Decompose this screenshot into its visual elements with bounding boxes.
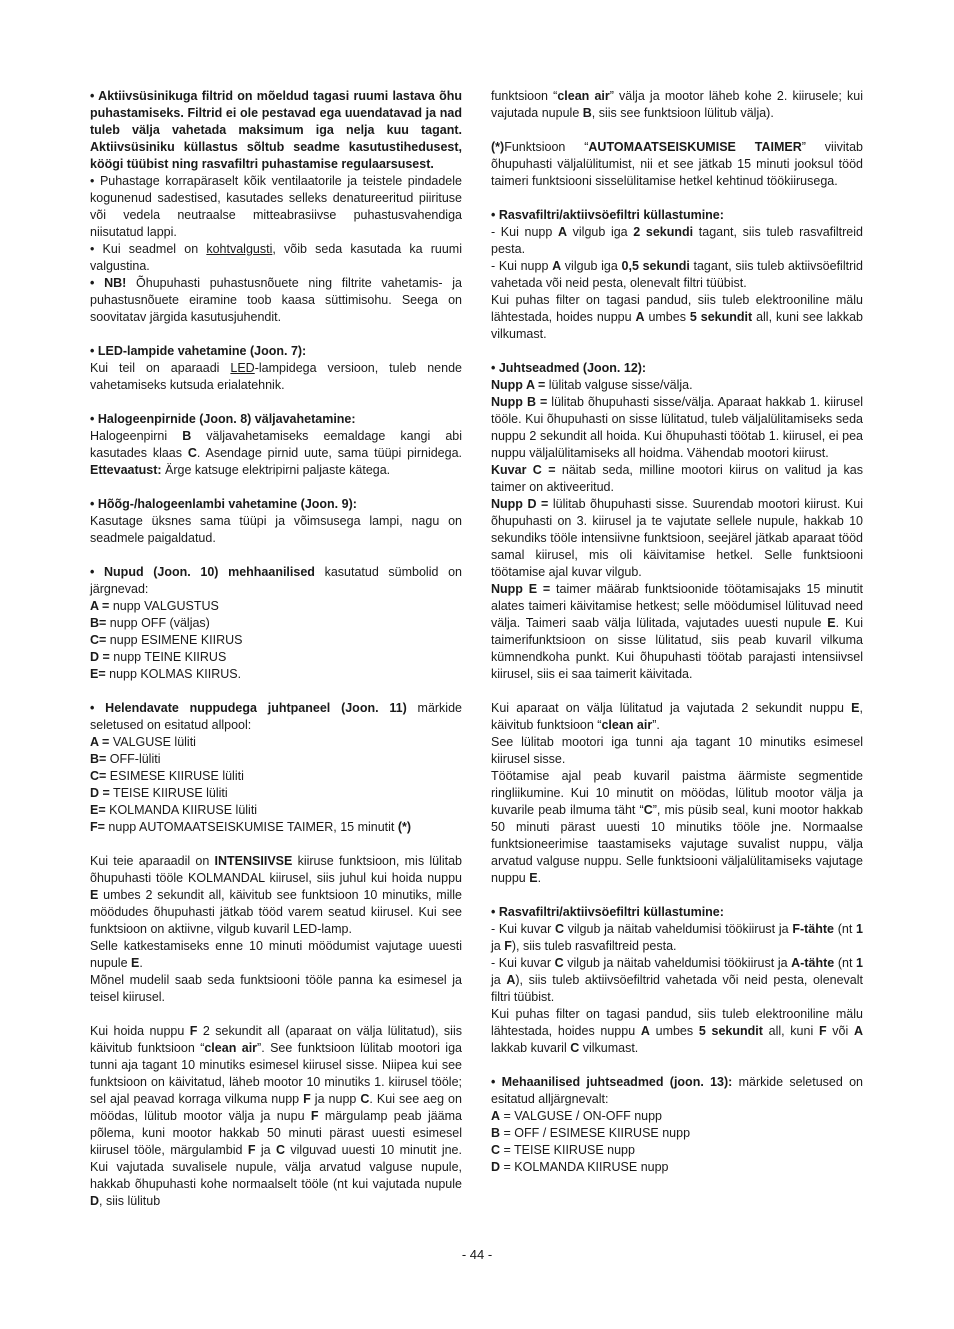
text-run: ” välja ja mootor läheb kohe 2. kiirusele; kui vajutada nupule [491,89,863,120]
text-run: D = [90,650,110,664]
text-run: F= [90,820,105,834]
text-run: ”. [652,718,660,732]
text-run: Ettevaatust: [90,463,162,477]
paragraph [90,275,462,326]
text-run: - Kui nupp [491,225,558,239]
text-run: märgulamp peab jääma põlema, kuni mootor hakkab 50 minuti pärast uuesti esimesel kiirusel tööle, märgulambid [90,1109,462,1157]
text-run: Mõnel mudelil saab seda funktsiooni tööle panna ka esimesel ja teisel kiirusel. [90,973,462,1004]
text-run: tagant, siis tuleb aktiivsöefiltrid vahetada või neid pesta, olenevalt filtri tüübist. [491,259,863,290]
paragraph [90,598,462,615]
text-run: - Kui nupp [491,259,553,273]
text-run: vilgub iga [561,259,622,273]
text-run: lülitab õhupuhasti sisse. Suurendab mootori kiirust. Kui õhupuhasti on 3. kiirusel ja te vajutate sellele nupule, hakkab 10 sekundiks tööle intensiivne funktsioon, seejärel jätkab aparaat tööd samal kiirusel, mis oli käivitamise hetkel. Selle funktsiooni töötamise ajal kuvar vilgub. [491,497,863,579]
text-run: A [640,1024,650,1038]
text-run: A = [90,599,110,613]
paragraph-gap [491,887,863,904]
paragraph [90,819,462,836]
text-run: F-tähte [792,922,834,936]
paragraph [491,1006,863,1057]
paragraph [491,224,863,258]
text-run: C [554,956,564,970]
text-run: F [303,1092,311,1106]
paragraph [90,241,462,275]
text-run: lülitab valguse sisse/välja. [545,378,693,392]
text-run: . Asendage pirnid uute, sama tüüpi pirnidega. [196,446,462,460]
text-run: ja nupp [310,1092,361,1106]
paragraph [90,615,462,632]
text-run: vilgub ja näitab vaheldumisi töökiirust ja [563,956,792,970]
paragraph-gap [491,343,863,360]
text-run: ), siis tuleb aktiivsöefiltrid vahetada või neid pesta, olenevalt filtri tüübist. [491,973,863,1004]
text-run: (nt [833,922,857,936]
text-run: ”, mis püsib seal, kuni mootor hakkab 50 minuti pärast uuesti 10 minutiks tööle jne. Normaalse funktsioneerimise taastamiseks vajutage suvalist nuppu, välja arvatud valguse nuppu. Selle funktsiooni väljalülitamiseks vajutage nuppu [491,803,863,885]
text-run: C [554,922,565,936]
text-run: • Kui seadmel on [90,242,207,256]
text-run: tagant, siis tuleb rasvafiltreid pesta. [491,225,863,256]
text-run: • Nupud (Joon. 10) mehhaanilised [90,565,315,579]
text-run: = TEISE KIIRUSE nupp [500,1143,635,1157]
text-run: B= [90,616,107,630]
text-run: Kui teil on aparaadi [90,361,231,375]
text-run: C= [90,633,107,647]
text-run: . Kui taimerifunktsioon on sisse lülitatud, siis peab kuvaril vilkuma kümnendkoha punkt. Kui õhupuhasti töötab parajasti intensiivsel kiirusel, siis ei saa taimerit käivitada. [491,616,864,681]
text-run: C [275,1143,286,1157]
paragraph-gap [491,683,863,700]
text-run: nupp TEINE KIIRUS [109,650,227,664]
paragraph [491,1108,863,1125]
paragraph-gap [90,1006,462,1023]
text-run: C [187,446,197,460]
text-run: F [189,1024,198,1038]
text-run: clean air [204,1041,258,1055]
paragraph [491,207,863,224]
text-run: märkide seletused on esitatud allpool: [90,701,462,732]
paragraph [491,734,863,768]
paragraph-gap [491,1057,863,1074]
paragraph [90,1023,462,1210]
text-run: • Juhtseadmed (Joon. 12): [491,361,647,375]
text-run: A [853,1024,863,1038]
text-run: F [504,939,512,953]
left-column [90,88,462,1210]
text-run: INTENSIIVSE [214,854,293,868]
text-run: Nupp A = [491,378,546,392]
text-run: , võib seda kasutada ka ruumi valgustina. [90,242,462,273]
paragraph-gap [90,479,462,496]
text-run: , käivitub funktsioon “ [491,701,863,732]
paragraph [491,88,863,122]
text-run: Kui hoida nuppu [90,1024,190,1038]
paragraph [90,496,462,513]
paragraph [491,360,863,377]
text-run: • Rasvafiltri/aktiivsöefiltri küllastumine: [491,905,724,919]
text-run: 1 [856,956,863,970]
text-run: 5 sekundit [689,310,753,324]
text-run: umbes 2 sekundit all, käivitub see funktsioon 10 minutiks, mille möödudes õhupuhasti jätkab tööd varem seatud kiirusel. Kui see funktsioon on aktiivne, vilgub kuvaril LED-lamp. [90,888,462,936]
text-run: . [139,956,143,970]
text-run: kiiruse funktsioon, mis lülitab õhupuhasti tööle KOLMANDAL kiirusel, siis juhul kui hoida nuppu [90,854,462,885]
text-run: = VALGUSE / ON-OFF nupp [500,1109,663,1123]
text-run: näitab seda, milline mootori kiirus on valitud ja kas taimer on aktiveeritud. [491,463,863,494]
text-run: E [90,888,99,902]
paragraph [90,564,462,598]
text-run: Kui teie aparaadil on [90,854,215,868]
text-run: C [491,1143,501,1157]
paragraph [90,428,462,479]
text-run: AUTOMAATSEISKUMISE TAIMER [588,140,802,154]
paragraph [90,173,462,241]
text-run: E= [90,803,106,817]
paragraph [491,292,863,343]
text-run: • Helendavate nuppudega juhtpaneel (Joon. 11) [90,701,407,715]
text-run: , siis see funktsioon lülitub välja). [591,106,774,120]
text-run: Kuvar C = [491,463,556,477]
text-run: OFF-lüliti [106,752,161,766]
text-run: nupp OFF (väljas) [106,616,210,630]
paragraph-gap [90,836,462,853]
text-run: või [826,1024,854,1038]
text-run: F [310,1109,319,1123]
paragraph [491,139,863,190]
text-run: lülitab õhupuhasti sisse/välja. Aparaat hakkab 1. kiirusel tööle. Kui õhupuhasti on sisse lülitatud, tuleb väljalülitamiseks seda nuppu 2 sekundit all hoida. Kui õhupuhasti töötab 1. kiirusel, ei pea nuppu väljalülitamiseks all hoidma. Vähendab mootori kiirust. [491,395,863,460]
text-run: F [818,1024,827,1038]
paragraph [90,649,462,666]
paragraph [491,955,863,1006]
text-run: . [537,871,542,885]
text-run: A [557,225,567,239]
text-run: ), siis tuleb rasvafiltreid pesta. [511,939,677,953]
text-run: D [90,1194,100,1208]
paragraph-gap [491,122,863,139]
text-run: Kui puhas filter on tagasi pandud, siis tuleb elektrooniline mälu lähtestada, hoides nuppu [491,293,863,324]
paragraph-gap [491,190,863,207]
text-run: ja [491,973,507,987]
text-run: = OFF / ESIMESE KIIRUSE nupp [500,1126,691,1140]
text-run: ja [255,1143,276,1157]
paragraph [491,1142,863,1159]
text-run: • Mehaanilised juhtseadmed (joon. 13): [491,1075,733,1089]
text-run: , siis lülitub [99,1194,161,1208]
text-run: umbes [644,310,690,324]
text-run: all, kuni [762,1024,819,1038]
text-run: . Kui see aeg on möödas, lülitub mootor välja ja nupu [90,1092,462,1123]
paragraph [491,904,863,921]
text-run: lakkab kuvaril [491,1041,571,1055]
paragraph [491,496,863,581]
text-run: (*) [491,140,505,154]
right-column [491,88,863,1176]
text-run: B [182,429,192,443]
text-run: • Halogeenpirnide (Joon. 8) väljavahetamine: [90,412,356,426]
text-run: B [582,106,592,120]
text-run: E [529,871,538,885]
text-run: 2 sekundit all (aparaat on välja lülitatud), siis käivitub funktsioon “ [90,1024,462,1055]
text-run: A [506,973,516,987]
paragraph-gap [90,394,462,411]
text-run: vilgub iga [567,225,634,239]
text-run: Õhupuhasti puhastusnõuete ning filtrite vahetamis- ja puhastusnõuete eiramine toob kaasa süttimisohu. Seega on soovitatav järgida kasutusjuhendit. [90,276,462,324]
text-run: vilgub ja näitab vaheldumisi töökiirust ja [564,922,793,936]
text-run: • Puhastage korrapäraselt kõik ventilaatorile ja teistele pindadele kogunenud sadestised, kasutades selleks denatureeritud piirituse või vedela neutraalse mitteabrasiivse puhastusvahendiga niisutatud lappi. [90,174,462,239]
text-run: nupp ESIMENE KIIRUS [106,633,243,647]
text-run: B= [90,752,107,766]
text-run: Funktsioon “ [504,140,589,154]
text-run: A [491,1109,501,1123]
text-run: 1 [856,922,863,936]
text-run: Kui aparaat on välja lülitatud ja vajutada 2 sekundit nuppu [491,701,852,715]
text-run: 0,5 sekundi [621,259,690,273]
paragraph [491,1125,863,1142]
paragraph [491,394,863,462]
text-run: (*) [397,820,412,834]
text-run: Nupp E = [491,582,551,596]
paragraph [90,700,462,734]
text-run: Kui puhas filter on tagasi pandud, siis tuleb elektrooniline mälu lähtestada, hoides nuppu [491,1007,863,1038]
text-run: • Hõõg-/halogeenlambi vahetamine (Joon. 9): [90,497,357,511]
paragraph [90,802,462,819]
text-run: umbes [649,1024,699,1038]
text-run: 5 sekundit [698,1024,763,1038]
text-run: TEISE KIIRUSE lüliti [109,786,228,800]
paragraph [90,666,462,683]
text-run: C= [90,769,107,783]
text-run: • NB! [90,276,127,290]
paragraph [90,88,462,173]
text-run: LED [230,361,255,375]
text-run: - Kui kuvar [491,922,555,936]
text-run: - Kui kuvar [491,956,555,970]
paragraph [491,700,863,734]
text-run: funktsioon “ [491,89,558,103]
text-run: ”. See funktsioon lülitab mootori iga tunni aja tagant 10 minutiks esimesel kiirusel sisse. Niipea kui see funktsioon on käivitatud, läheb mootor 10 minutiks 1. kiirusel tööle; sel ajal peavad korraga vilkuma nupp [90,1041,462,1106]
text-run: Nupp B = [491,395,548,409]
text-run: Nupp D = [491,497,549,511]
paragraph [491,768,863,887]
text-run: taimer määrab funktsioonide töötamisajaks 15 minutit alates taimeri käivitamise hetkest; selle möödumisel lülituvad need välja. Taimeri saab välja lülitada, vajutades uuesti nupule [491,582,863,630]
text-run: -lampidega versioon, tuleb nende vahetamiseks kutsuda erialatehnik. [90,361,462,392]
paragraph-gap [90,547,462,564]
text-run: • Rasvafiltri/aktiivsöefiltri küllastumine: [491,208,724,222]
text-run: F [247,1143,256,1157]
paragraph-gap [90,683,462,700]
paragraph [90,343,462,360]
text-run: vilkumast. [579,1041,639,1055]
text-run: vilguvad uuesti 10 minutit jne. Kui vajutada suvalisele nupule, välja arvatud valguse nupule, hakkab õhupuhasti kohe normaalselt tööle (nt kui vajutada nupule [90,1143,462,1191]
text-run: A-tähte [791,956,835,970]
text-run: = KOLMANDA KIIRUSE nupp [500,1160,669,1174]
text-run: (nt [834,956,857,970]
text-run: C [643,803,653,817]
text-run: kohtvalgusti [206,242,273,256]
text-run: A [552,259,562,273]
paragraph-gap [90,326,462,343]
text-run: 2 sekundi [633,225,694,239]
text-run: E [827,616,836,630]
paragraph [90,785,462,802]
text-run: E= [90,667,106,681]
paragraph [491,462,863,496]
paragraph [491,1159,863,1176]
text-run: märkide seletused on esitatud alljärgnevalt: [491,1075,863,1106]
paragraph [491,581,863,683]
text-run: clean air [557,89,610,103]
text-run: • Aktiivsüsinikuga filtrid on mõeldud tagasi ruumi lastava õhu puhastamiseks. Filtrid ei ole pestavad ega uuendatavad ja nad tuleb välja vahetada maksimum iga nelja kuu tagant. Aktiivsüsiniku küllastus sõltub seadme kasutustihedusest, köögi tüübist ning rasvafiltri puhastamise regulaarsusest. [90,89,462,171]
paragraph [90,734,462,751]
paragraph [90,972,462,1006]
text-run: nupp AUTOMAATSEISKUMISE TAIMER, 15 minutit [104,820,398,834]
text-run: ” viivitab õhupuhasti väljalülitumist, nii et see jätkab 15 minuti jooksul tööd taimeri funktsiooni sisselülitamise hetkel kehtinud töökiirusega. [491,140,864,188]
text-run: Halogeenpirni [90,429,183,443]
text-run: B [491,1126,501,1140]
text-run: Töötamise ajal peab kuvaril paistma äärmiste segmentide ringliikumine. Kui 10 minutit on möödas, lülitub mootor välja ja kuvarile peab ilmuma täht “ [491,769,863,817]
paragraph [491,921,863,955]
paragraph [491,1074,863,1108]
paragraph [90,632,462,649]
paragraph [90,360,462,394]
text-run: A = [90,735,110,749]
paragraph [90,768,462,785]
text-run: See lülitab mootori iga tunni aja tagant 10 minutiks esimesel kiirusel sisse. [491,735,863,766]
text-run: ja [491,939,505,953]
paragraph [90,853,462,938]
text-run: väljavahetamiseks eemaldage kangi abi kasutades klaas [90,429,462,460]
text-run: E [131,956,140,970]
paragraph [90,411,462,428]
text-run: KOLMANDA KIIRUSE lüliti [105,803,258,817]
text-run: C [570,1041,580,1055]
text-run: A [635,310,645,324]
text-run: nupp KOLMAS KIIRUS. [105,667,242,681]
text-run: D [491,1160,501,1174]
text-run: C [360,1092,370,1106]
paragraph [491,377,863,394]
text-run: all, kuni see lakkab vilkumast. [491,310,864,341]
paragraph [90,513,462,547]
paragraph [90,751,462,768]
text-run: Ärge katsuge elektripirni paljaste kätega. [161,463,391,477]
text-run: E [851,701,860,715]
paragraph [90,938,462,972]
page-number: - 44 - [461,1247,493,1262]
text-run: • LED-lampide vahetamine (Joon. 7): [90,344,307,358]
text-run: Kasutage üksnes sama tüüpi ja võimsusega lampi, nagu on seadmele paigaldatud. [90,514,462,545]
text-run: D = [90,786,110,800]
text-run: clean air [601,718,653,732]
paragraph [491,258,863,292]
text-run: VALGUSE lüliti [109,735,196,749]
text-run: kasutatud sümbolid on järgnevad: [90,565,462,596]
text-run: Selle katkestamiseks enne 10 minuti möödumist vajutage uuesti nupule [90,939,462,970]
text-run: ESIMESE KIIRUSE lüliti [106,769,244,783]
text-run: nupp VALGUSTUS [109,599,219,613]
